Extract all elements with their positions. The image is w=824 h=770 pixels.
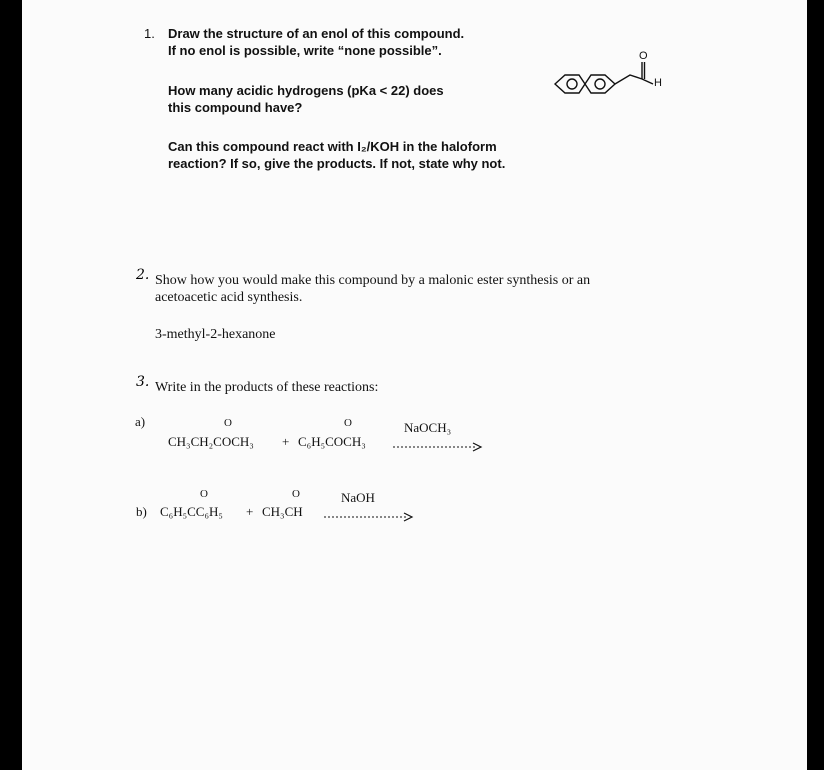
reaction-a-plus: + bbox=[282, 434, 290, 449]
aldehyde-hydrogen: H bbox=[654, 77, 662, 89]
question-3-title: Write in the products of these reactions: bbox=[155, 380, 379, 395]
reaction-b-label: b) bbox=[136, 504, 147, 519]
question-1-haloform-line-2: reaction? If so, give the products. If not, state why not. bbox=[168, 156, 506, 171]
question-1-number: 1. bbox=[144, 26, 155, 41]
reaction-b-carbonyl-o-2: O bbox=[292, 488, 300, 500]
question-2-number: 2. bbox=[136, 267, 150, 283]
side-chain bbox=[615, 75, 642, 84]
aldehyde-h-bond bbox=[642, 79, 653, 84]
left-ring bbox=[555, 75, 585, 93]
carbonyl-oxygen: O bbox=[639, 50, 648, 62]
question-1-line-1: Draw the structure of an enol of this compound. bbox=[168, 26, 465, 41]
aromatic-circle-left bbox=[567, 79, 577, 89]
reaction-a-carbonyl-o-2: O bbox=[344, 417, 352, 429]
question-1-acidic-line-2: this compound have? bbox=[168, 100, 303, 115]
aromatic-circle-right bbox=[595, 79, 605, 89]
question-1-haloform-line-1: Can this compound react with I₂/KOH in the haloform bbox=[168, 139, 497, 154]
question-3-number: 3. bbox=[136, 374, 150, 390]
naphthaldehyde-structure bbox=[535, 46, 675, 126]
reaction-b-carbonyl-o-1: O bbox=[200, 488, 208, 500]
question-1-acidic-line-1: How many acidic hydrogens (pKa < 22) does bbox=[168, 83, 444, 98]
question-2-line-1: Show how you would make this compound by a malonic ester synthesis or an bbox=[155, 273, 591, 288]
right-ring bbox=[585, 75, 615, 93]
reaction-a-reactant-2: C₆H₅COCH₃ bbox=[298, 434, 366, 449]
reaction-b-plus: + bbox=[246, 504, 254, 519]
reaction-a-carbonyl-o-1: O bbox=[224, 417, 232, 429]
reaction-a-reagent: NaOCH₃ bbox=[404, 420, 452, 435]
reaction-b-reagent: NaOH bbox=[341, 490, 375, 505]
question-2-line-2: acetoacetic acid synthesis. bbox=[155, 290, 303, 305]
reaction-b-reactant-1: C₆H₅CC₆H₅ bbox=[160, 504, 223, 519]
reaction-b-arrow bbox=[324, 510, 416, 524]
reaction-a-arrow bbox=[393, 440, 485, 454]
reaction-b-reactant-2: CH₃CH bbox=[262, 504, 303, 519]
target-compound: 3-methyl-2-hexanone bbox=[155, 327, 276, 342]
reaction-a-label: a) bbox=[135, 414, 146, 429]
question-1-line-2: If no enol is possible, write “none possible”. bbox=[168, 43, 442, 58]
reaction-a-reactant-1: CH₃CH₂COCH₃ bbox=[168, 434, 254, 449]
